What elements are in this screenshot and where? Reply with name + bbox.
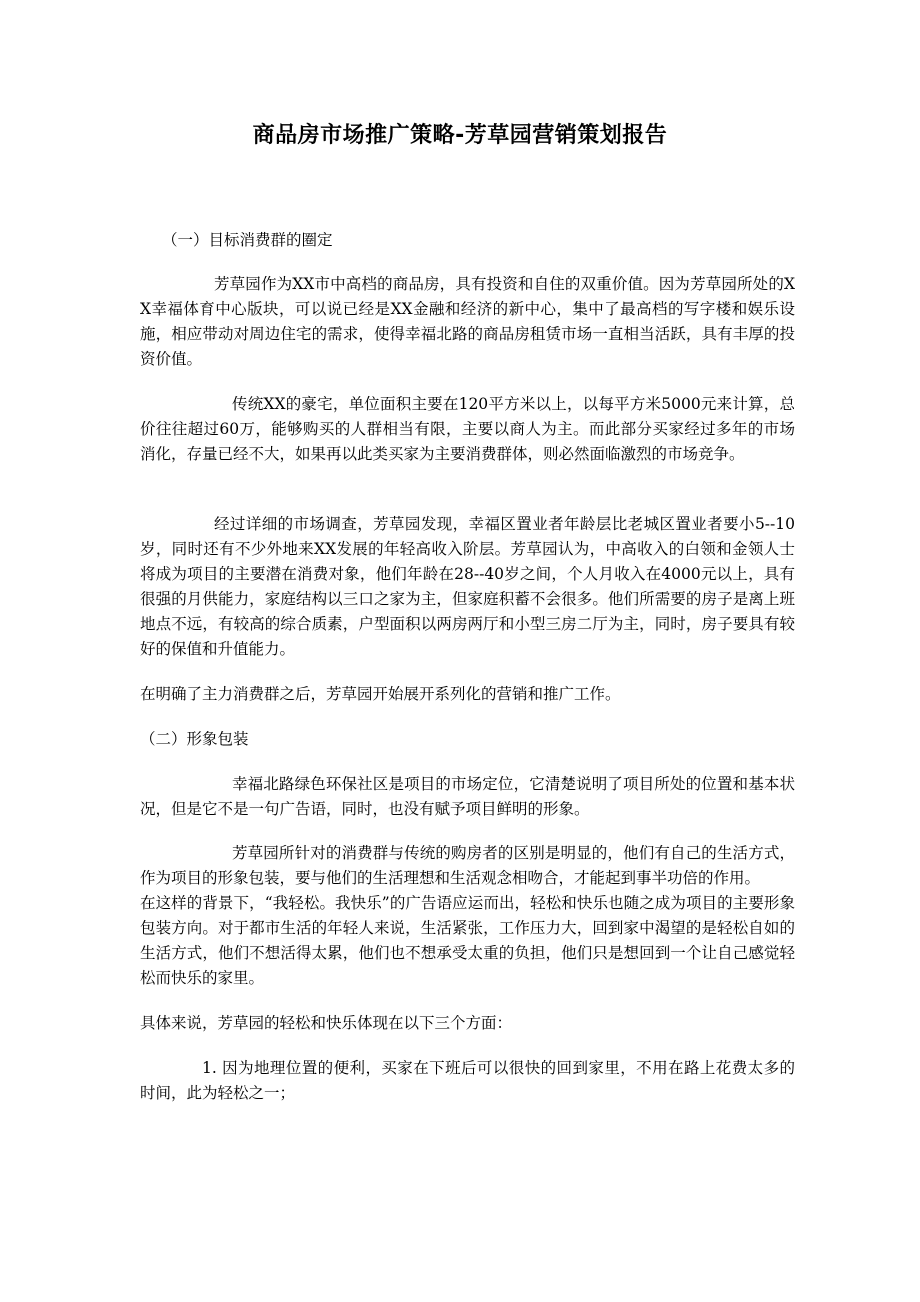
paragraph-lifestyle: 芳草园所针对的消费群与传统的购房者的区别是明显的，他们有自己的生活方式，作为项目的形象包装，要与他们的生活理想和生活观念相吻合，才能起到事半功倍的作用。 [140,844,795,887]
paragraph-investment-value: 芳草园作为XX市中高档的商品房，具有投资和自住的双重价值。因为芳草园所处的XX幸福体育中心版块，可以说已经是XX金融和经济的新中心，集中了最高档的写字楼和娱乐设施，相应带动对周边住宅的需求，使得幸福北路的商品房租赁市场一直相当活跃，具有丰厚的投资价值。 [140,275,795,368]
section-heading-target-consumers: （一）目标消费群的圈定 [162,231,333,249]
paragraph-market-positioning: 幸福北路绿色环保社区是项目的市场定位，它清楚说明了项目所处的位置和基本状况，但是它不是一句广告语，同时，也没有赋予项目鲜明的形象。 [140,775,795,818]
paragraph-marketing-start: 在明确了主力消费群之后，芳草园开始展开系列化的营销和推广工作。 [140,685,621,703]
document-body [140,228,795,1106]
list-item-location: 1. 因为地理位置的便利，买家在下班后可以很快的回到家里，不用在路上花费太多的时间，此为轻松之一； [140,1059,795,1102]
paragraph-traditional-luxury: 传统XX的豪宅，单位面积主要在120平方米以上，以每平方米5000元来计算，总价往往超过60万，能够购买的人群相当有限，主要以商人为主。而此部分买家经过多年的市场消化，存量已经不大，如果再以此类买家为主要消费群体，则必然面临激烈的市场竞争。 [140,395,795,463]
document-title: 商品房市场推广策略-芳草园营销策划报告 [252,123,668,148]
paragraph-market-research: 经过详细的市场调查，芳草园发现，幸福区置业者年龄层比老城区置业者要小5--10岁，同时还有不少外地来XX发展的年轻高收入阶层。芳草园认为，中高收入的白领和金领人士将成为项目的主要潜在消费对象，他们年龄在28--40岁之间，个人月收入在4000元以上，具有很强的月供能力，家庭结构以三口之家为主，但家庭积蓄不会很多。他们所需要的房子是离上班地点不远，有较高的综合质素，户型面积以两房两厅和小型三房二厅为主，同时，房子要具有较好的保值和升值能力。 [140,515,795,658]
paragraph-slogan: 在这样的背景下，“我轻松。我快乐”的广告语应运而出，轻松和快乐也随之成为项目的主要形象包装方向。对于都市生活的年轻人来说，生活紧张，工作压力大，回到家中渴望的是轻松自如的生活方式，他们不想活得太累，他们也不想承受太重的负担，他们只是想回到一个让自己感觉轻松而快乐的家里。 [140,894,795,987]
paragraph-three-aspects: 具体来说，芳草园的轻松和快乐体现在以下三个方面： [140,1014,513,1032]
section-heading-image-packaging: （二）形象包装 [140,730,249,748]
